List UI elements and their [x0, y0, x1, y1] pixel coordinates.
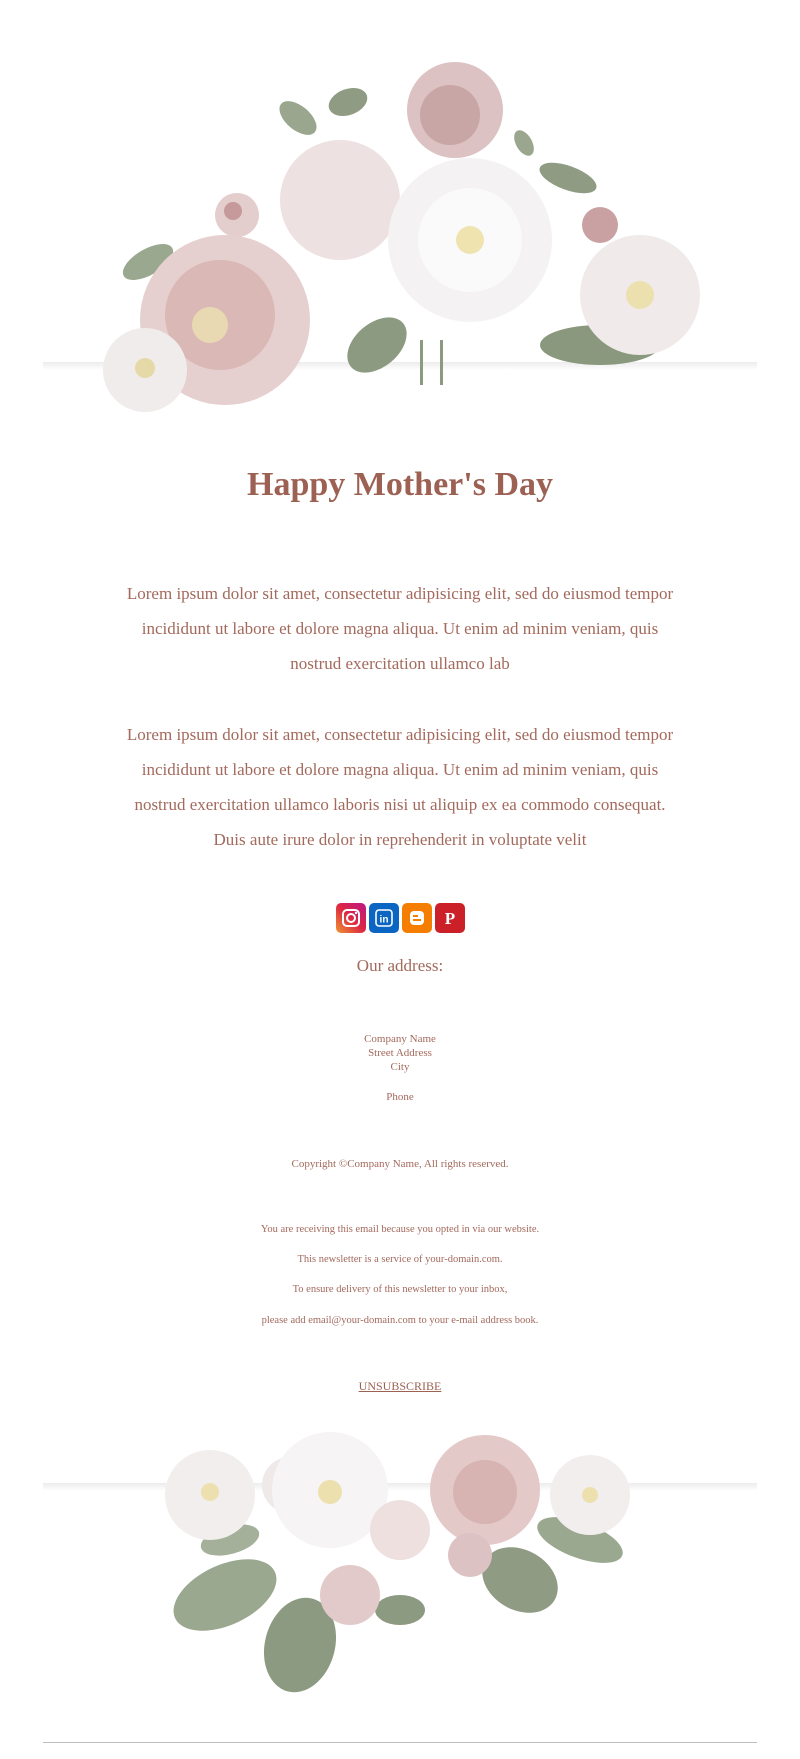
flower-bouquet-footer-image [0, 1420, 800, 1700]
service-notice: This newsletter is a service of your-domain.com. [297, 1254, 503, 1265]
address-book-notice: please add email@your-domain.com to your e-mail address book. [261, 1315, 539, 1326]
instagram-icon[interactable] [336, 903, 366, 933]
city: City [390, 1061, 410, 1073]
svg-text:P: P [444, 909, 456, 928]
pinterest-icon[interactable] [435, 903, 465, 933]
flower-bouquet-header-image [0, 40, 800, 430]
address-title: Our address: [356, 956, 444, 975]
unsubscribe-wrapper [0, 1379, 800, 1394]
body-paragraph: Lorem ipsum dolor sit amet, consectetur adipisicing elit, sed do eiusmod tempor incididunt ut labore et dolore magna aliqua. Ut enim ad minim veniam, quis nostrud exercitation ullamco laboris nisi ut aliquip ex ea commodo consequat. Duis aute irure dolor in reprehenderit in voluptate velit [126, 725, 674, 849]
street-address: Street Address [368, 1047, 432, 1059]
blogger-icon[interactable] [402, 903, 432, 933]
company-name: Company Name [364, 1033, 436, 1045]
unsubscribe-link[interactable]: UNSUBSCRIBE [358, 1379, 442, 1393]
phone: Phone [386, 1091, 414, 1103]
intro-paragraph: Lorem ipsum dolor sit amet, consectetur adipisicing elit, sed do eiusmod tempor incididunt ut labore et dolore magna aliqua. Ut enim ad minim veniam, quis nostrud exercitation ullamco lab [126, 584, 674, 673]
copyright-text: Copyright ©Company Name, All rights reserved. [291, 1158, 509, 1170]
delivery-notice: To ensure delivery of this newsletter to your inbox, [292, 1284, 508, 1295]
bottom-divider [43, 1742, 757, 1743]
opt-in-notice: You are receiving this email because you opted in via our website. [260, 1224, 540, 1235]
page-title: Happy Mother's Day [247, 466, 553, 503]
social-links [336, 903, 468, 933]
linkedin-icon[interactable] [369, 903, 399, 933]
svg-text:in: in [379, 914, 389, 926]
